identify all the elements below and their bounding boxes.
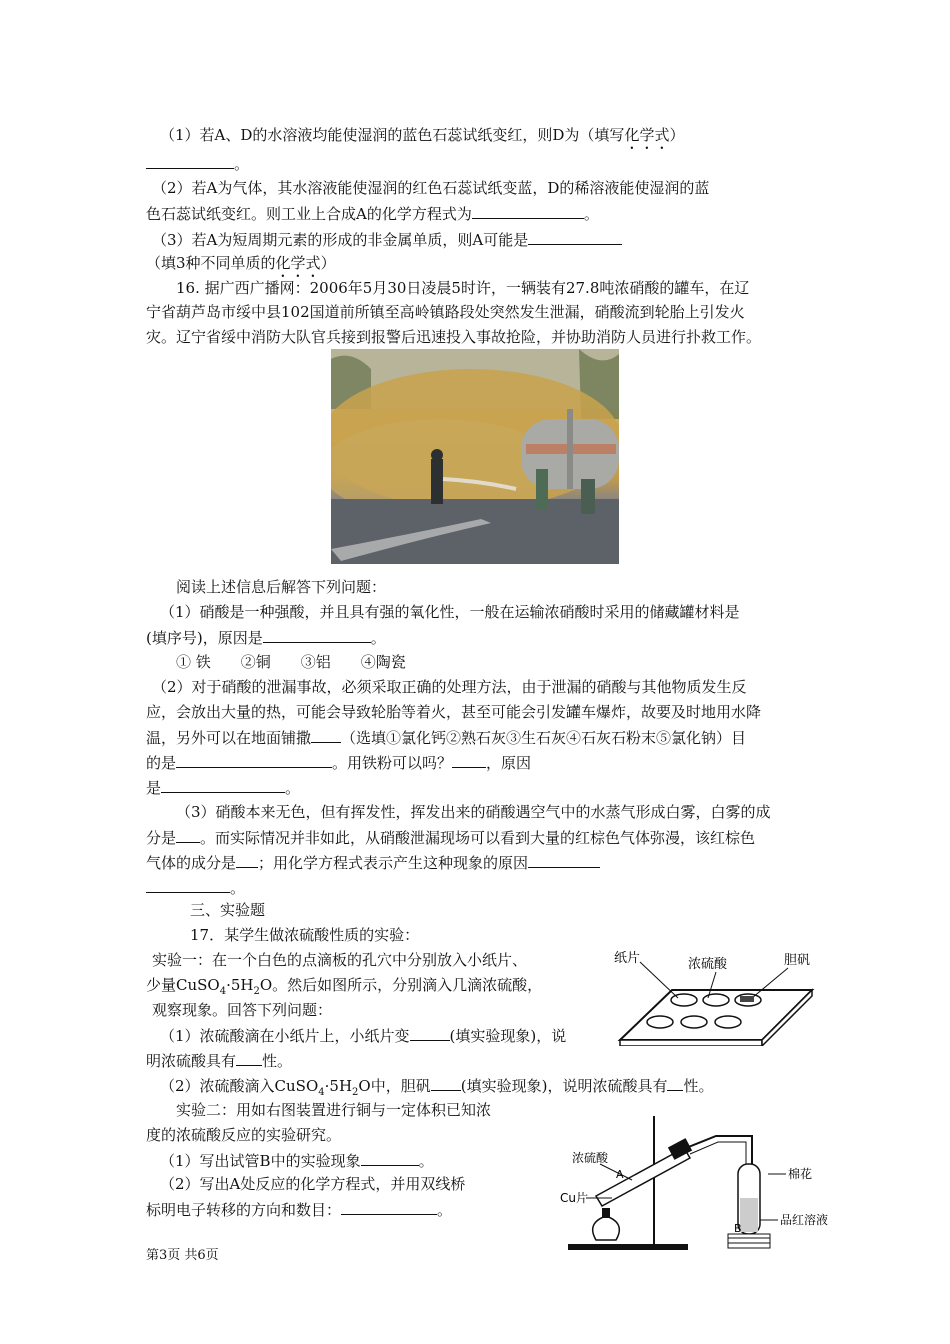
p16-line-3: 灾。辽宁省绥中消防大队官兵接到报警后迅速投入事故抢险，并协助消防人员进行扑救工作。 [146,328,762,346]
label-paper: 纸片 [614,951,641,966]
e2-q1-line: （1）写出试管B中的实验现象 。 [160,1149,434,1172]
label-vitriol: 胆矾 [784,953,811,968]
fire-scene-photo [331,349,619,564]
e2-line-a: 实验二：用如右图装置进行铜与一定体积已知浓 [176,1101,492,1119]
s2-line-b: 应，会放出大量的热，可能会导致轮胎等着火，甚至可能会引发罐车爆炸，故要及时地用水降 [146,703,762,721]
e1-line-a: 实验一：在一个白色的点滴板的孔穴中分别放入小纸片、 [152,951,528,969]
q1-line-a: （1）若A、D的水溶液均能使湿润的蓝色石蕊试纸变红，则D为（填写化学式） [160,126,685,144]
e1-q1-line-a: （1）浓硫酸滴在小纸片上，小纸片变 (填实验现象)，说 [160,1024,566,1047]
section-three-heading: 三、实验题 [190,901,266,919]
label-acid: 浓硫酸 [688,957,728,972]
s1-line-b: (填序号)，原因是 。 [146,626,386,649]
s3-line-b: 分是 。而实际情况并非如此，从硝酸泄漏现场可以看到大量的红棕色气体弥漫，该红棕色 [146,826,755,849]
s1-options: ① 铁 ②铜 ③铝 ④陶瓷 [176,653,406,671]
label-cotton: 棉花 [788,1167,813,1181]
spot-plate-figure [612,950,818,1046]
page-footer: 第3页 共6页 [146,1248,219,1263]
apparatus-figure [556,1108,844,1258]
label-a: A [616,1168,624,1181]
q1-line-b: 。 [146,152,249,175]
p16-line-1: 16. 据广西广播网：2006年5月30日凌晨5时许，一辆装有27.8吨浓硝酸的罐车，在辽 [176,279,750,297]
q2-line-a: （2）若A为气体，其水溶液能使湿润的红色石蕊试纸变蓝，D的稀溶液能使湿润的蓝 [152,179,710,197]
q3-line-b: （填3种不同单质的化学式） [146,254,336,272]
label-cu: Cu片 [560,1191,588,1205]
e1-q1-line-b: 明浓硫酸具有 性。 [146,1049,292,1072]
spot-plate [620,990,812,1040]
e1-line-b: 少量$CuSO_4\cdot 5H_2O$。然后如图所示，分别滴入几滴浓硫酸， [146,976,543,997]
s3-line-a: （3）硝酸本来无色，但有挥发性，挥发出来的硝酸遇空气中的水蒸气形成白雾，白雾的成 [176,803,771,821]
fire-scene-illustration [331,349,619,564]
q2-line-b: 色石蕊试纸变红。则工业上合成A的化学方程式为 。 [146,202,599,225]
label-b: B [734,1222,742,1235]
stand-base [568,1244,688,1250]
label-solution: 品红溶液 [780,1213,829,1227]
e1-q2-line: （2）浓硫酸滴入$CuSO_4\cdot 5H_2O$中，胆矾 (填实验现象)，说明浓硫酸具有 性。 [160,1074,713,1104]
label-acid-2: 浓硫酸 [572,1151,609,1165]
e2-q2-line-b: 标明电子转移的方向和数目： 。 [146,1198,452,1221]
s1-line-a: （1）硝酸是一种强酸，并且具有强的氧化性，一般在运输浓硝酸时采用的储藏罐材料是 [160,603,740,621]
s3-line-d: 。 [146,876,245,899]
s2-line-e: 是 。 [146,776,300,799]
s2-line-c: 温，另外可以在地面铺撒 （选填①氯化钙②熟石灰③生石灰④石灰石粉末⑤氯化钠）目 [146,726,746,749]
q3-line-a: （3）若A为短周期元素的形成的非金属单质，则A可能是 [152,228,622,251]
tube-b-stand [728,1234,770,1248]
read-instruction: 阅读上述信息后解答下列问题： [176,578,387,596]
s2-line-a: （2）对于硝酸的泄漏事故，必须采取正确的处理方法，由于泄漏的硝酸与其他物质发生反 [152,678,747,696]
p17-heading: 17．某学生做浓硫酸性质的实验： [190,926,420,944]
s3-line-c: 气体的成分是 ；用化学方程式表示产生这种现象的原因 [146,851,600,874]
alcohol-lamp [593,1216,620,1240]
e2-line-b: 度的浓硫酸反应的实验研究。 [146,1126,342,1144]
s2-line-d: 的是 。用铁粉可以吗？ ，原因 [146,751,531,774]
e2-q2-line-a: （2）写出A处反应的化学方程式，并用双线桥 [160,1175,466,1193]
e1-line-c: 观察现象。回答下列问题： [152,1001,333,1019]
p16-line-2: 宁省葫芦岛市绥中县102国道前所镇至高岭镇路段处突然发生泄漏，硝酸流到轮胎上引发火 [146,303,745,321]
